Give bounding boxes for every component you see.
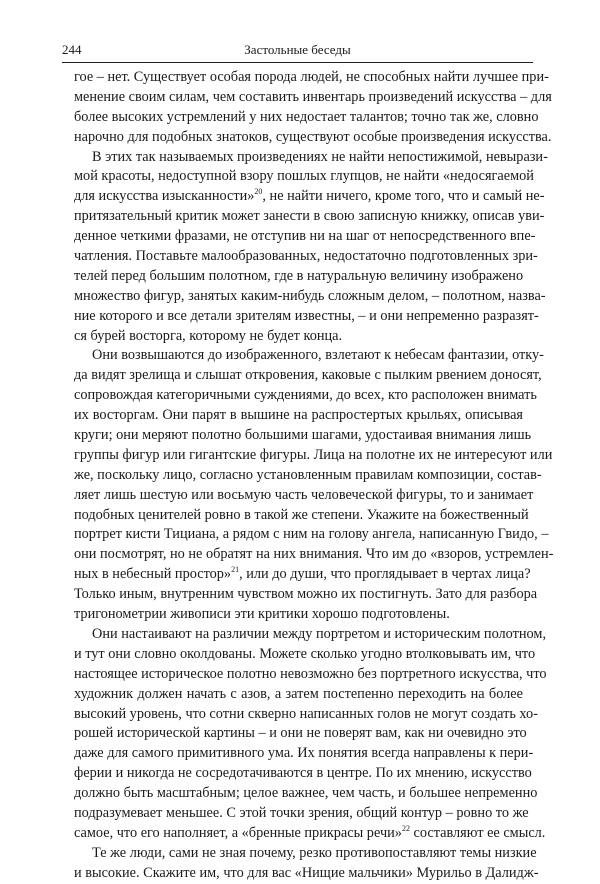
footnote-ref[interactable]: 20 bbox=[254, 187, 263, 197]
text-segment: ляет лишь шестую или восьмую часть человеческой фигуры, то и занимает bbox=[74, 486, 534, 503]
text-line bbox=[74, 565, 531, 585]
text-line bbox=[74, 605, 523, 625]
text-segment: сопровождая категоричными суждениями, до всех, кто расположен внимать bbox=[74, 387, 537, 404]
text-segment: художник должен начать с азов, а затем постепенно переходить на более bbox=[74, 685, 523, 702]
footnote-ref[interactable]: 21 bbox=[231, 565, 240, 575]
text-segment: мой красоты, недоступной взору пошлых глупцов, не найти «недосягаемой bbox=[74, 168, 534, 185]
page-header bbox=[62, 40, 533, 60]
text-line bbox=[74, 247, 538, 267]
text-segment: для искусства изысканности» bbox=[74, 188, 255, 205]
text-line bbox=[74, 466, 542, 486]
text-segment: Только иным, внутренним чувством можно их постигнуть. Зато для разбора bbox=[74, 586, 538, 603]
text-line bbox=[74, 625, 547, 645]
text-line bbox=[74, 327, 523, 347]
text-segment: составляют ее смысл. bbox=[409, 824, 546, 841]
text-line bbox=[74, 227, 536, 247]
text-line bbox=[74, 645, 536, 665]
text-segment: круги; они меряют полотно большими шагами, удостаивая внимания лишь bbox=[74, 427, 532, 444]
text-segment: гое – нет. Существует особая порода людей, не способных найти лучшее при- bbox=[74, 69, 549, 85]
text-segment: ся бурей восторга, которому не будет конца. bbox=[74, 327, 343, 344]
text-segment: да видят зрелища и слышат откровения, каковые с пылким рвением доносят, bbox=[74, 367, 542, 384]
text-segment: более высоких устремлений у них недостает талантов; точно так же, словно bbox=[74, 108, 539, 125]
text-line bbox=[74, 864, 539, 884]
text-line bbox=[74, 406, 523, 426]
text-line bbox=[74, 585, 538, 605]
text-segment: В этих так называемых произведениях не найти непостижимой, невырази- bbox=[92, 148, 548, 165]
text-segment: ных в небесный простор» bbox=[74, 566, 232, 583]
text-segment: высокий уровень, что сотни скверно написанных голов не могут создать хо- bbox=[74, 705, 538, 722]
text-line bbox=[74, 824, 546, 844]
text-line bbox=[74, 307, 539, 327]
text-segment: чатления. Поставьте малообразованных, недостаточно подготовленных зри- bbox=[74, 248, 538, 265]
text-line bbox=[74, 724, 527, 744]
text-segment: Они возвышаются до изображенного, взлетают к небесам фантазии, отку- bbox=[92, 347, 544, 364]
text-line bbox=[74, 88, 552, 108]
text-line bbox=[74, 187, 545, 207]
page-number: 244 bbox=[62, 42, 82, 57]
text-line bbox=[74, 685, 523, 705]
text-segment: множество фигур, занятых каким-нибудь сложным делом, – полотном, назва- bbox=[74, 287, 546, 304]
text-line bbox=[74, 366, 542, 386]
text-line bbox=[74, 446, 553, 466]
text-segment: настоящее историческое полотно невозможно без портретного искусства, что bbox=[74, 665, 547, 682]
text-segment: рошей исторической картины – и они не поверят вам, как ни очевидно это bbox=[74, 725, 527, 742]
text-segment: нарочно для подобных знатоков, существуют особые произведения искусства. bbox=[74, 128, 552, 145]
text-line bbox=[74, 764, 532, 784]
text-line bbox=[74, 486, 534, 506]
text-segment: группы фигур или гигантские фигуры. Лица на полотне их не интересуют или bbox=[74, 446, 553, 463]
text-line bbox=[74, 108, 539, 128]
text-segment: их восторгам. Они парят в вышине на распростертых крыльях, описывая bbox=[74, 407, 523, 424]
running-title: Застольные беседы bbox=[244, 42, 351, 57]
text-segment: , или до души, что проглядывает в чертах лица? bbox=[239, 566, 531, 583]
text-segment: Те же люди, сами не зная почему, резко противопоставляют темы низкие bbox=[92, 844, 537, 861]
text-line bbox=[74, 287, 546, 307]
text-line bbox=[74, 705, 538, 725]
text-segment: они посмотрят, но не обратят на них внимания. Что им до «взоров, устремлен- bbox=[74, 546, 554, 563]
text-segment: и тут они словно околдованы. Можете сколько угодно втолковывать им, что bbox=[74, 645, 536, 662]
text-segment: даже для самого примитивного ума. Их понятия всегда направлены к пери- bbox=[74, 745, 534, 762]
body-text bbox=[74, 68, 554, 884]
text-line bbox=[74, 68, 549, 88]
text-segment: тригонометрии живописи эти критики хорошо подготовлены. bbox=[74, 606, 450, 623]
text-segment: ферии и никогда не сосредотачиваются в центре. По их мнению, искусство bbox=[74, 765, 532, 782]
header-rule bbox=[62, 62, 533, 63]
footnote-ref[interactable]: 22 bbox=[401, 824, 410, 834]
text-line bbox=[74, 545, 554, 565]
text-segment: подразумевает меньшее. С этой точки зрения, общий контур – ровно то же bbox=[74, 804, 529, 821]
text-segment: , не найти ничего, кроме того, что и самый не- bbox=[262, 188, 545, 205]
text-line bbox=[74, 167, 534, 187]
text-line bbox=[74, 506, 529, 526]
text-segment: самое, что его наполняет, а «бренные прикрасы речи» bbox=[74, 824, 402, 841]
text-line bbox=[74, 525, 549, 545]
text-segment: портрет кисти Тициана, а рядом с ним на голову ангела, написанную Гвидо, – bbox=[74, 526, 549, 543]
text-line bbox=[74, 346, 544, 366]
text-segment: и высокие. Скажите им, что для вас «Нищие мальчики» Мурильо в Далидж- bbox=[74, 864, 539, 881]
text-line bbox=[74, 128, 552, 148]
text-segment: телей перед большим полотном, где в натуральную величину изображено bbox=[74, 267, 524, 284]
text-line bbox=[74, 784, 538, 804]
text-segment: менение своим силам, чем составить инвентарь произведений искусства – для bbox=[74, 88, 552, 105]
text-line bbox=[74, 426, 532, 446]
text-line bbox=[74, 267, 523, 287]
text-segment: притязательный критик может занести в свою записную книжку, описав уви- bbox=[74, 208, 545, 225]
text-line bbox=[74, 207, 545, 227]
text-line bbox=[74, 665, 547, 685]
text-segment: подобных ценителей ровно в такой же степени. Укажите на божественный bbox=[74, 506, 529, 523]
text-line bbox=[74, 386, 537, 406]
text-line bbox=[74, 744, 534, 764]
text-segment: денное четкими фразами, не отступив ни на шаг от непосредственного впе- bbox=[74, 228, 536, 245]
text-segment: ние которого и все детали зрителям известны, – и они непременно разразят- bbox=[74, 307, 539, 324]
text-line bbox=[74, 844, 537, 864]
text-line bbox=[74, 804, 529, 824]
text-line bbox=[74, 148, 548, 168]
text-segment: Они настаивают на различии между портретом и историческим полотном, bbox=[92, 625, 547, 642]
text-segment: должно быть масштабным; целое важнее, чем часть, и большее непременно bbox=[74, 785, 538, 802]
text-segment: же, поскольку лицо, согласно установленным правилам композиции, состав- bbox=[74, 466, 542, 483]
